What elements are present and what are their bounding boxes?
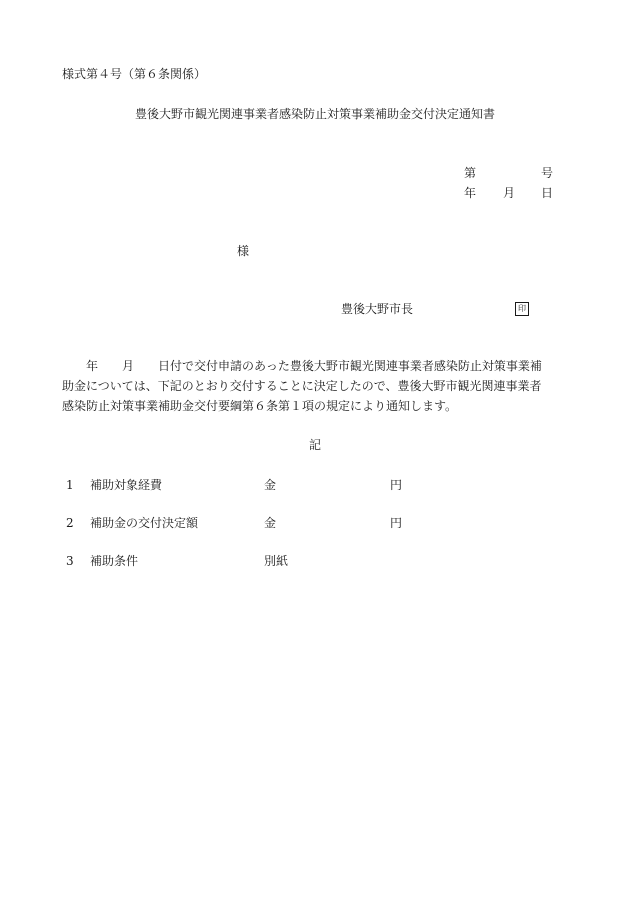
body-line-2: 助金については、下記のとおり交付することに決定したので、豊後大野市観光関連事業者 — [62, 379, 542, 393]
reference-number-label: 第 — [464, 166, 477, 180]
document-title: 豊後大野市観光関連事業者感染防止対策事業補助金交付決定通知書 — [134, 107, 495, 121]
item-label: 補助条件 — [90, 554, 139, 568]
body-line-1-text: 日付で交付申請のあった豊後大野市観光関連事業者感染防止対策事業補 — [158, 359, 542, 373]
item-number: 3 — [66, 554, 74, 568]
body-line-3: 感染防止対策事業補助金交付要綱第６条第１項の規定により通知します。 — [62, 399, 458, 413]
date-day-label: 日 — [541, 186, 554, 200]
addressee-honorific: 様 — [237, 244, 250, 258]
form-number: 様式第４号（第６条関係） — [62, 67, 207, 81]
notification-body — [62, 356, 582, 416]
issuer-name: 豊後大野市長 — [341, 302, 414, 316]
seal-icon: 印 — [515, 302, 529, 316]
item-value: 金 — [264, 516, 277, 530]
item-unit: 円 — [390, 478, 403, 492]
item-number: 1 — [66, 478, 74, 492]
body-month-label: 月 — [122, 359, 135, 373]
reference-number-suffix: 号 — [541, 166, 554, 180]
ki-heading: 記 — [308, 438, 321, 452]
item-unit: 円 — [390, 516, 403, 530]
body-line-1 — [62, 356, 582, 376]
body-year-label: 年 — [86, 359, 99, 373]
item-value: 金 — [264, 478, 277, 492]
item-label: 補助金の交付決定額 — [90, 516, 199, 530]
item-value: 別紙 — [264, 554, 289, 568]
item-number: 2 — [66, 516, 74, 530]
date-month-label: 月 — [503, 186, 516, 200]
date-year-label: 年 — [464, 186, 477, 200]
item-label: 補助対象経費 — [90, 478, 163, 492]
